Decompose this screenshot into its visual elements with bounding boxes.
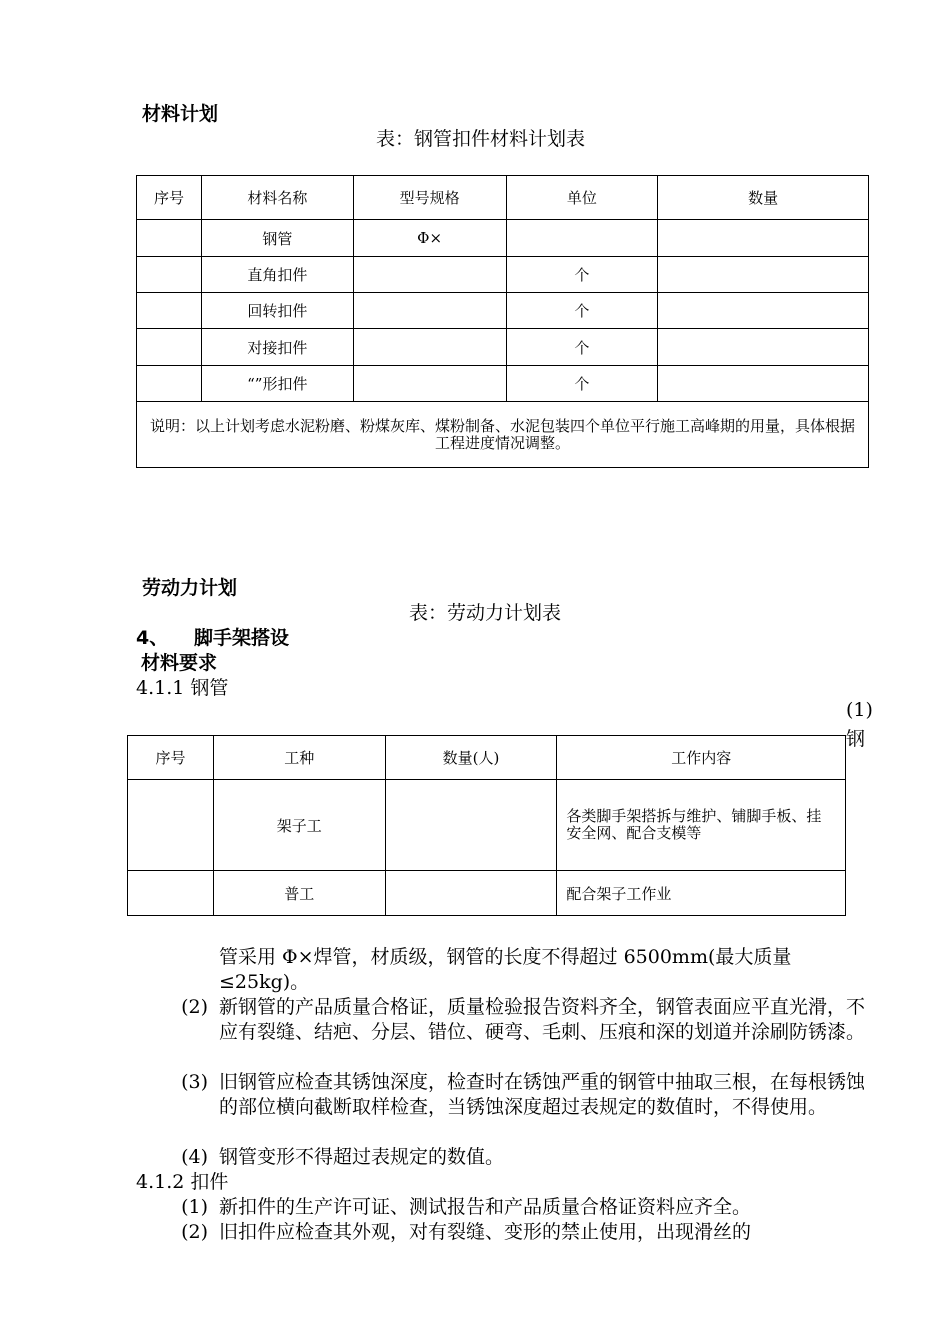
table-note: 说明：以上计划考虑水泥粉磨、粉煤灰库、煤粉制备、水泥包装四个单位平行施工高峰期的用量，具体根据工程进度情况调整。 [137, 402, 869, 468]
list-number: (1) [846, 699, 873, 721]
table-cell [137, 220, 202, 257]
table-cell: 个 [506, 257, 658, 293]
paragraph: 管采用 Φ×焊管，材质级，钢管的长度不得超过 6500mm(最大质量≤25kg)。 [219, 946, 792, 993]
header-cell: 单位 [506, 176, 658, 220]
list-number: (3) [181, 1071, 208, 1093]
table-cell: 钢管 [201, 220, 353, 257]
header-cell: 工作内容 [557, 736, 846, 780]
table-cell: 普工 [213, 871, 385, 916]
sub-heading-4-1-2: 4.1.2 扣件 [136, 1171, 229, 1193]
labor-plan-table [127, 735, 846, 916]
table-cell: 个 [506, 366, 658, 402]
table-row [137, 220, 869, 257]
table-cell [137, 366, 202, 402]
table-row [128, 871, 846, 916]
section-heading-material-plan: 材料计划 [142, 103, 219, 125]
header-cell: 数量 [658, 176, 869, 220]
table-cell [353, 257, 506, 293]
header-cell: 材料名称 [201, 176, 353, 220]
table-cell [658, 257, 869, 293]
table-row [128, 780, 846, 871]
table-cell [385, 780, 557, 871]
list-item-text: 旧扣件应检查其外观，对有裂缝、变形的禁止使用，出现滑丝的 [219, 1221, 752, 1243]
header-cell: 数量(人) [385, 736, 557, 780]
header-cell: 型号规格 [353, 176, 506, 220]
table-header-row [128, 736, 846, 780]
table-caption-labor: 表：劳动力计划表 [409, 602, 562, 624]
table-cell [385, 871, 557, 916]
table-cell: 对接扣件 [201, 329, 353, 366]
table-cell [658, 366, 869, 402]
table-cell [128, 780, 214, 871]
table-row [137, 257, 869, 293]
table-cell: 各类脚手架搭拆与维护、铺脚手板、挂安全网、配合支模等 [557, 780, 846, 871]
table-cell: 架子工 [213, 780, 385, 871]
table-cell [137, 257, 202, 293]
list-item-text: 钢管变形不得超过表规定的数值。 [219, 1146, 505, 1168]
list-number: (2) [181, 1221, 208, 1243]
table-cell [353, 329, 506, 366]
table-cell [658, 329, 869, 366]
table-note-row [137, 402, 869, 468]
table-cell [353, 366, 506, 402]
table-cell [658, 293, 869, 329]
sub-heading-material-req: 材料要求 [141, 652, 218, 674]
table-cell: 直角扣件 [201, 257, 353, 293]
table-caption-material: 表：钢管扣件材料计划表 [376, 128, 586, 150]
table-header-row [137, 176, 869, 220]
table-cell: 回转扣件 [201, 293, 353, 329]
material-plan-table [136, 175, 869, 468]
chapter-title: 脚手架搭设 [194, 627, 290, 649]
section-heading-labor-plan: 劳动力计划 [142, 577, 238, 599]
chapter-number: 4、 [136, 627, 169, 649]
sub-heading-4-1-1: 4.1.1 钢管 [136, 677, 229, 699]
list-number: (4) [181, 1146, 208, 1168]
table-row [137, 366, 869, 402]
table-cell: Φ× [353, 220, 506, 257]
table-cell: 个 [506, 329, 658, 366]
table-row [137, 329, 869, 366]
table-cell: 个 [506, 293, 658, 329]
table-cell: 配合架子工作业 [557, 871, 846, 916]
table-cell: “”形扣件 [201, 366, 353, 402]
table-cell [137, 293, 202, 329]
header-cell: 序号 [128, 736, 214, 780]
header-cell: 序号 [137, 176, 202, 220]
table-cell [137, 329, 202, 366]
wrapped-text-fragment: 钢 [846, 728, 866, 750]
list-item-text: 新钢管的产品质量合格证，质量检验报告资料齐全，钢管表面应平直光滑，不应有裂缝、结疤、分层、错位、硬弯、毛刺、压痕和深的划道并涂刷防锈漆。 [219, 996, 866, 1043]
list-item-text: 旧钢管应检查其锈蚀深度，检查时在锈蚀严重的钢管中抽取三根，在每根锈蚀的部位横向截断取样检查，当锈蚀深度超过表规定的数值时，不得使用。 [219, 1071, 866, 1118]
table-row [137, 293, 869, 329]
list-item-text: 新扣件的生产许可证、测试报告和产品质量合格证资料应齐全。 [219, 1196, 752, 1218]
table-cell [658, 220, 869, 257]
header-cell: 工种 [213, 736, 385, 780]
list-number: (2) [181, 996, 208, 1018]
table-cell [128, 871, 214, 916]
list-number: (1) [181, 1196, 208, 1218]
table-cell [353, 293, 506, 329]
table-cell [506, 220, 658, 257]
